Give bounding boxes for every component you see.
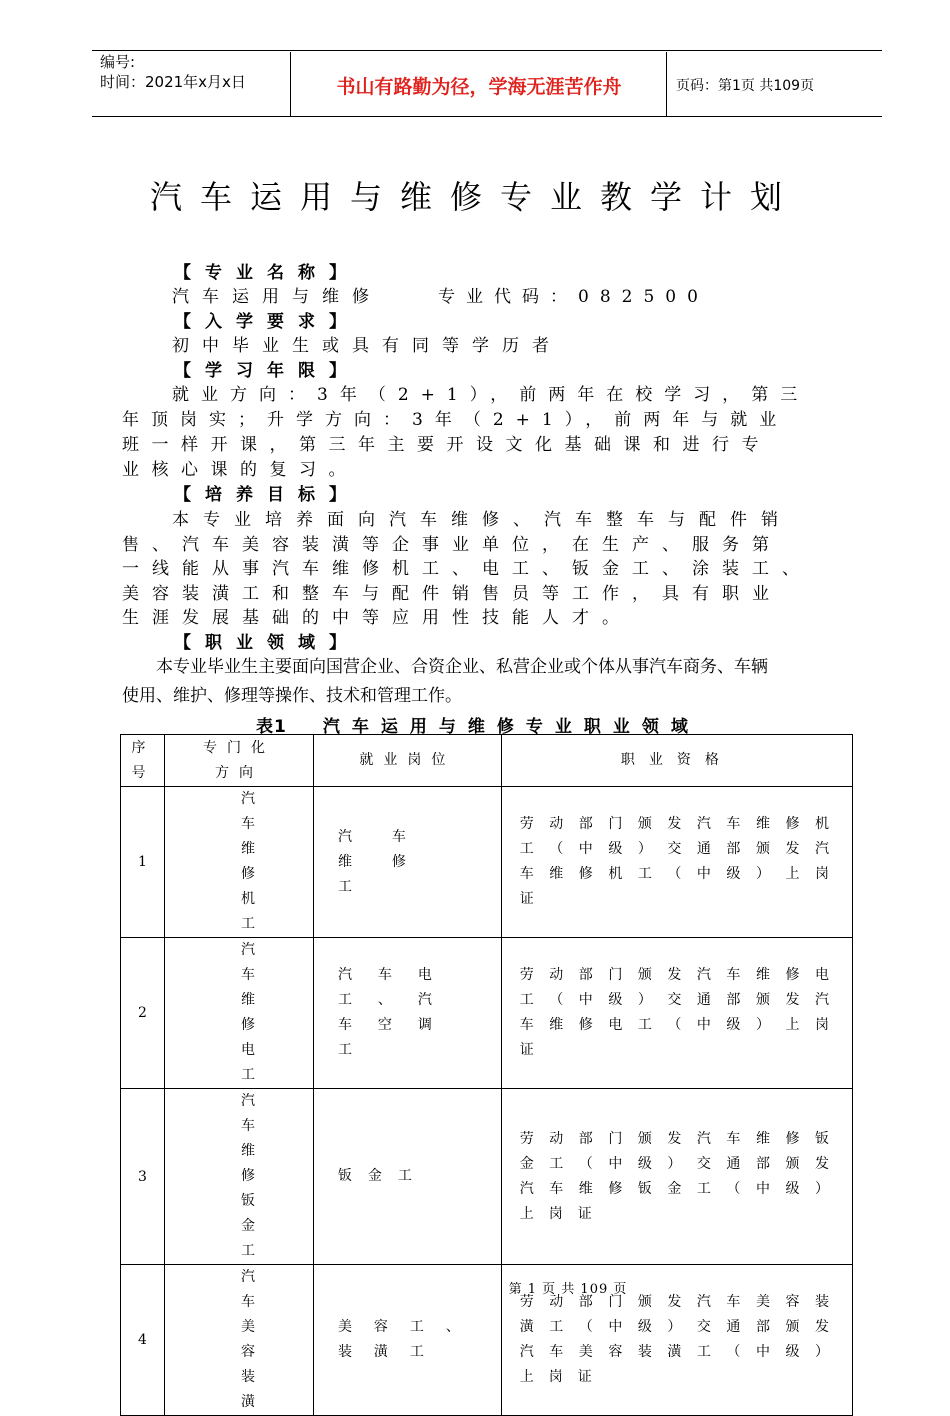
goal-line: 一线能从事汽车维修机工、电工、钣金工、涂装工、 <box>122 559 812 579</box>
header-motto: 书山有路勤为径，学海无涯苦作舟 <box>336 76 622 98</box>
duration-line: 就业方向：3年（2+1），前两年在校学习，第三 <box>172 385 810 405</box>
row-qual: 劳动部门颁发汽车美容装潢工（中级）交通部颁发汽车美容装潢工（中级）上岗证 <box>501 1265 852 1416</box>
header-number-label: 编号: <box>100 53 136 71</box>
row-post: 美容工、装潢工 <box>313 1265 501 1416</box>
table-header-row <box>121 735 853 787</box>
table-caption-text: 汽车运用与维修专业职业领域 <box>322 717 700 737</box>
row-no: 4 <box>121 1265 165 1416</box>
goal-line: 美容装潢工和整车与配件销售员等工作，具有职业 <box>122 584 782 604</box>
admission-heading: 【入学要求】 <box>174 312 360 332</box>
row-direction: 汽车维修电工 <box>164 938 313 1089</box>
major-name-heading: 【专业名称】 <box>174 263 360 283</box>
duration-line: 业核心课的复习。 <box>122 460 358 480</box>
field-text-line: 本专业毕业生主要面向国营企业、合资企业、私营企业或个体从事汽车商务、车辆 <box>156 657 768 677</box>
table-caption-number: 表1 <box>256 717 287 737</box>
row-direction: 汽车维修钣金工 <box>164 1089 313 1265</box>
row-post: 汽车维修工 <box>313 787 501 938</box>
row-post: 钣金工 <box>313 1089 501 1265</box>
header-qual: 职业资格 <box>501 735 852 787</box>
duration-heading: 【学习年限】 <box>174 361 360 381</box>
header-divider-right <box>666 52 667 116</box>
goal-line: 生涯发展基础的中等应用性技能人才。 <box>122 608 632 628</box>
page-footer <box>0 1278 950 1297</box>
header-top-rule <box>92 50 882 51</box>
row-direction: 汽车美容装潢 <box>164 1265 313 1416</box>
major-code: 专业代码：082500 <box>438 287 709 307</box>
header-page-info: 页码：第1页 共109页 <box>676 78 815 94</box>
row-no: 3 <box>121 1089 165 1265</box>
page-title: 汽车运用与维修专业教学计划 <box>149 178 800 216</box>
row-no: 2 <box>121 938 165 1089</box>
table-row <box>121 938 853 1089</box>
row-post: 汽车电工、汽车空调工 <box>313 938 501 1089</box>
row-qual: 劳动部门颁发汽车维修钣金工（中级）交通部颁发汽车维修钣金工（中级）上岗证 <box>501 1089 852 1265</box>
header-no: 序号 <box>121 735 165 787</box>
goal-line: 售、汽车美容装潢等企事业单位，在生产、服务第 <box>122 535 782 555</box>
field-text-line: 使用、维护、修理等操作、技术和管理工作。 <box>122 686 462 706</box>
field-heading: 【职业领域】 <box>174 633 360 653</box>
header-time-label: 时间：2021年x月x日 <box>100 73 246 91</box>
footer-page-number: 第 1 页 共 109 页 <box>508 1282 628 1297</box>
duration-line: 年顶岗实；升学方向：3年（2+1），前两年与就业 <box>122 410 789 430</box>
goal-line: 本专业培养面向汽车维修、汽车整车与配件销 <box>172 510 792 530</box>
header-direction: 专门化方向 <box>164 735 313 787</box>
admission-text: 初中毕业生或具有同等学历者 <box>172 336 562 356</box>
table-row <box>121 1089 853 1265</box>
career-field-table <box>120 734 853 1416</box>
major-name: 汽车运用与维修 <box>172 287 382 307</box>
row-direction: 汽车维修机工 <box>164 787 313 938</box>
table-row <box>121 787 853 938</box>
row-qual: 劳动部门颁发汽车维修电工（中级）交通部颁发汽车维修电工（中级）上岗证 <box>501 938 852 1089</box>
header-bottom-rule <box>92 116 882 117</box>
goal-heading: 【培养目标】 <box>174 485 360 505</box>
header-divider-left <box>290 52 291 116</box>
duration-line: 班一样开课，第三年主要开设文化基础课和进行专 <box>122 435 771 455</box>
row-qual: 劳动部门颁发汽车维修机工（中级）交通部颁发汽车维修机工（中级）上岗证 <box>501 787 852 938</box>
header-post: 就业岗位 <box>313 735 501 787</box>
header-meta <box>100 52 246 92</box>
row-no: 1 <box>121 787 165 938</box>
